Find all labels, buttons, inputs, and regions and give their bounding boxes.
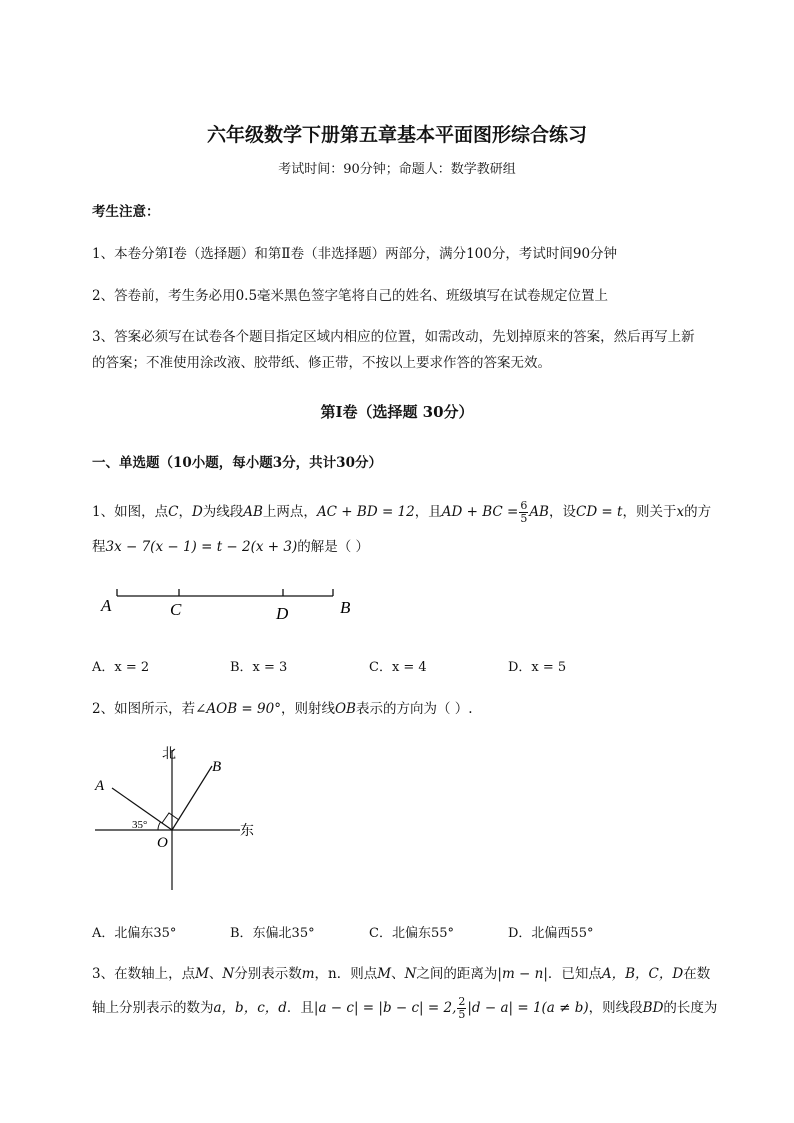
ray-ob [172,766,212,830]
label-b: B [340,598,351,617]
part-title: 一、单选题（10小题，每小题3分，共计30分） [92,455,382,471]
notice-heading: 考生注意： [92,204,160,220]
label-a: A [95,778,105,794]
q1-option-d[interactable]: D．x = 5 [508,660,567,675]
q1-fraction: $\frac{6}{5}$ [520,499,528,525]
q3-line-2: 轴上分别表示的数为a，b，c，d．且|a − c| = |b − c| = 2, $\frac{2}{5}$ |d − a| = 1(a ≠ b)，则线段BD的长度为 [92,995,718,1021]
right-angle-mark [162,813,179,823]
q2-option-b[interactable]: B．东偏北35° [230,926,315,941]
q3-line-1: 3、在数轴上，点M、N分别表示数m，n．则点M、N之间的距离为|m − n|．已知点A，B，C，D在数 [92,966,711,982]
q1-option-a[interactable]: A．x = 2 [92,660,150,675]
q1-line-2: 程3x − 7(x − 1) = t − 2(x + 3)的解是（ ） [92,539,370,555]
q2-option-a[interactable]: A．北偏东35° [92,926,177,941]
section-title: 第I卷（选择题 30分） [320,403,474,421]
q1-option-c[interactable]: C．x = 4 [369,660,427,675]
notice-item-2: 2、答卷前，考生务必用0.5毫米黑色签字笔将自己的姓名、班级填写在试卷规定位置上 [92,288,609,304]
notice-item-3: 3、答案必须写在试卷各个题目指定区域内相应的位置，如需改动，先划掉原来的答案，然后再写上新 [92,329,695,345]
q1-line-1: 1、如图，点C，D为线段AB上两点，AC + BD = 12，且AD + BC = $\frac{6}{5}$ AB，设CD = t，则关于x的方 [92,499,712,525]
label-north: 北 [162,747,176,762]
notice-item-1: 1、本卷分第I卷（选择题）和第Ⅱ卷（非选择题）两部分，满分100分，考试时间90分钟 [92,246,618,262]
q1-segment-figure [95,580,365,630]
notice-item-3-cont: 的答案；不准使用涂改液、胶带纸、修正带，不按以上要求作答的答案无效。 [92,355,551,371]
q3-fraction: $\frac{2}{5}$ [458,995,466,1021]
exam-info: 考试时间：90分钟；命题人：数学教研组 [278,162,516,177]
q2-direction-figure [90,740,270,895]
label-a: A [101,596,112,615]
q1-option-b[interactable]: B．x = 3 [230,660,288,675]
label-angle: 35° [132,819,148,831]
label-d: D [276,604,289,623]
label-east: 东 [240,824,254,839]
label-c: C [170,600,182,619]
q2-text: 2、如图所示，若∠AOB = 90°，则射线OB表示的方向为（ ）. [92,701,473,717]
page-title: 六年级数学下册第五章基本平面图形综合练习 [206,124,587,146]
q2-option-d[interactable]: D．北偏西55° [508,926,594,941]
label-b: B [212,759,222,775]
q2-option-c[interactable]: C．北偏东55° [369,926,454,941]
angle-arc [158,822,161,830]
label-o: O [157,835,168,851]
